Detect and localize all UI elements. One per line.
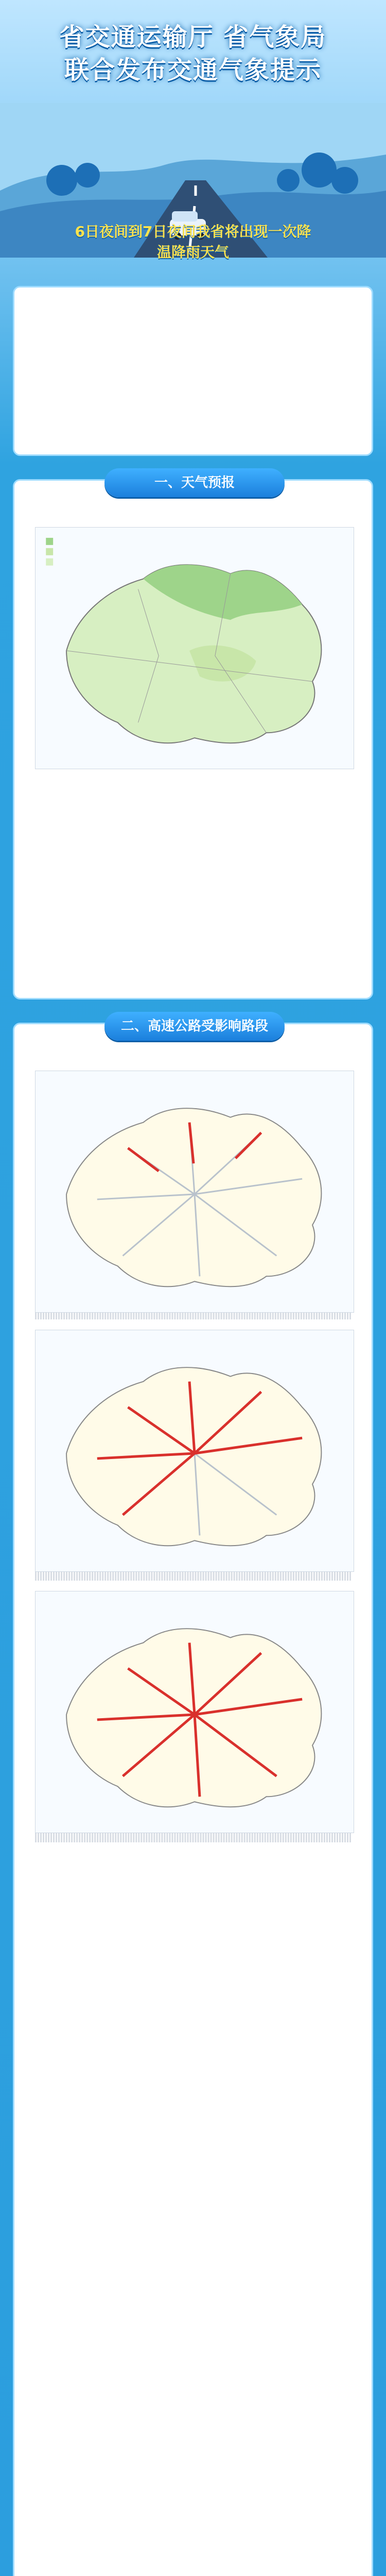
guizhou-precipitation-map (36, 528, 354, 769)
road-map-svg (36, 1071, 354, 1312)
subtitle-line-1: 6日夜间到7日夜间我省将出现一次降 (75, 223, 311, 240)
header-banner (0, 0, 386, 289)
road-map-svg (36, 1330, 354, 1571)
subtitle-line-2: 温降雨天气 (156, 244, 229, 261)
forecast-map (35, 527, 354, 769)
road-map-svg (36, 1591, 354, 1833)
road-map-period-1 (35, 1071, 354, 1313)
section-title-roads: 二、高速公路受影响路段 (104, 1012, 285, 1041)
road-map-period-3 (35, 1591, 354, 1833)
section-title-forecast: 一、天气预报 (104, 468, 285, 497)
road-list-period-2 (35, 1572, 351, 1581)
affected-roads-card (13, 1019, 373, 2576)
page-title (0, 21, 386, 87)
road-list-period-1 (35, 1313, 351, 1319)
road-map-period-2 (35, 1330, 354, 1572)
road-item (35, 1580, 351, 1581)
weather-forecast-card (13, 475, 373, 999)
intro-card (13, 286, 373, 456)
title-line-2: 联合发布交通气象提示 (64, 56, 322, 84)
road-list-period-3 (35, 1833, 351, 1842)
page-subtitle (15, 222, 371, 263)
title-line-1: 省交通运输厅 省气象局 (59, 23, 327, 52)
